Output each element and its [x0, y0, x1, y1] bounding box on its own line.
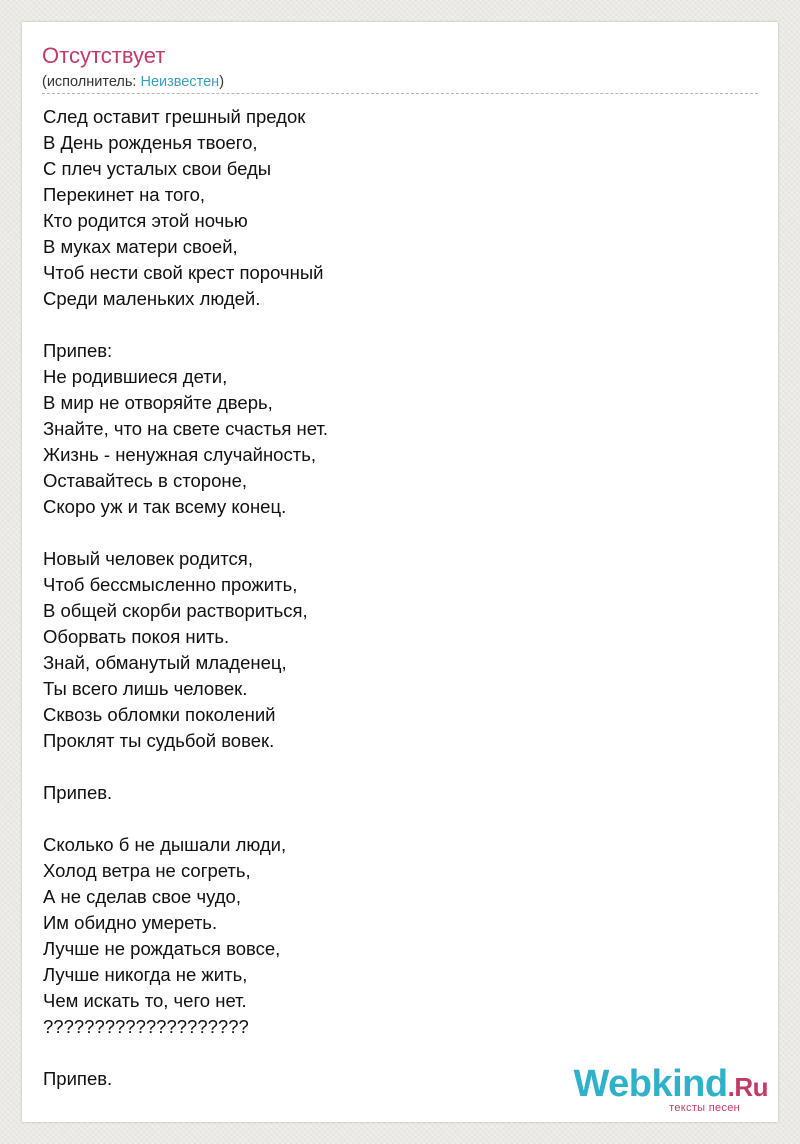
lyric-line: Припев. — [43, 782, 113, 803]
lyrics-text — [43, 104, 743, 1092]
lyric-line: Оставайтесь в стороне, — [43, 470, 248, 491]
lyric-line: Припев: — [43, 340, 113, 361]
lyric-line: Чем искать то, чего нет. — [43, 990, 247, 1011]
performer-line — [42, 72, 224, 92]
lyric-line: Знай, обманутый младенец, — [43, 652, 287, 673]
lyric-line: В День рожденья твоего, — [43, 132, 258, 153]
stanza-gap — [43, 806, 743, 832]
lyric-line: Сквозь обломки поколений — [43, 704, 276, 725]
stanza-gap — [43, 520, 743, 546]
webkind-logo[interactable] — [574, 1062, 774, 1120]
lyric-line: Припев. — [43, 1068, 113, 1089]
lyrics-card — [22, 22, 778, 1122]
lyric-line: Новый человек родится, — [43, 548, 253, 569]
performer-suffix: ) — [219, 74, 225, 90]
lyric-line: След оставит грешный предок — [43, 106, 306, 127]
lyric-line: Жизнь - ненужная случайность, — [43, 444, 316, 465]
lyric-line: ???????????????????? — [43, 1016, 249, 1037]
lyric-line: Им обидно умереть. — [43, 912, 218, 933]
lyric-line: Сколько б не дышали люди, — [43, 834, 287, 855]
lyric-line: Оборвать покоя нить. — [43, 626, 230, 647]
lyric-line: Знайте, что на свете счастья нет. — [43, 418, 329, 439]
lyric-line: Холод ветра не согреть, — [43, 860, 251, 881]
performer-prefix: (исполнитель: — [42, 74, 141, 90]
lyric-line: В мир не отворяйте дверь, — [43, 392, 273, 413]
title-divider — [42, 93, 758, 94]
lyric-line: Чтоб нести свой крест порочный — [43, 262, 324, 283]
lyric-line: С плеч усталых свои беды — [43, 158, 272, 179]
performer-link[interactable]: Неизвестен — [140, 74, 220, 90]
lyric-line: Кто родится этой ночью — [43, 210, 248, 231]
stanza-gap — [43, 754, 743, 780]
lyric-line: Не родившиеся дети, — [43, 366, 228, 387]
lyric-line: Ты всего лишь человек. — [43, 678, 248, 699]
lyric-line: Чтоб бессмысленно прожить, — [43, 574, 298, 595]
lyric-line: Перекинет на того, — [43, 184, 206, 205]
lyric-line: Лучше не рождаться вовсе, — [43, 938, 281, 959]
lyric-line: В муках матери своей, — [43, 236, 238, 257]
song-title: Отсутствует — [42, 43, 166, 68]
lyric-line: Лучше никогда не жить, — [43, 964, 248, 985]
logo-tagline: тексты песен — [669, 1102, 740, 1114]
lyric-line: Скоро уж и так всему конец. — [43, 496, 287, 517]
logo-brand: Webkind — [573, 1063, 728, 1105]
lyric-line: В общей скорби раствориться, — [43, 600, 308, 621]
stanza-gap — [43, 312, 743, 338]
logo-tld: .Ru — [727, 1072, 768, 1102]
lyric-line: Проклят ты судьбой вовек. — [43, 730, 275, 751]
lyric-line: А не сделав свое чудо, — [43, 886, 241, 907]
lyric-line: Среди маленьких людей. — [43, 288, 261, 309]
